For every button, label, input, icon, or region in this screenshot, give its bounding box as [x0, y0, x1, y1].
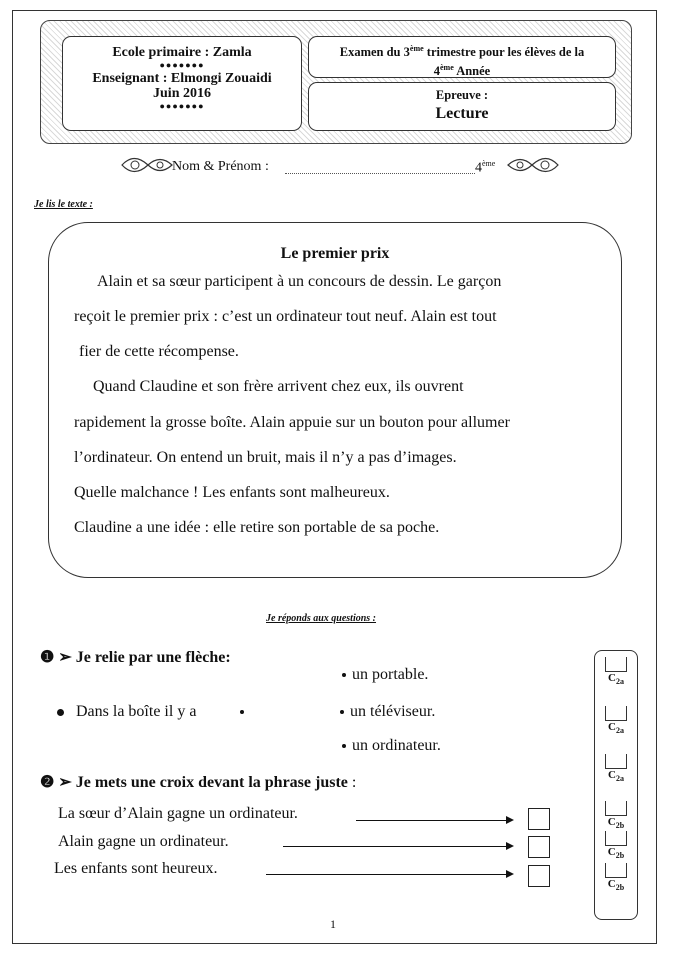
criterion-box: $C_{2b}$ — [595, 801, 637, 830]
school-info-box — [62, 36, 302, 131]
grade-number: 4 — [475, 160, 482, 176]
grade-label — [475, 159, 495, 177]
prompt-bullet — [57, 709, 64, 716]
school-name: Ecole primaire : Zamla — [112, 45, 252, 60]
question-1-title — [40, 647, 231, 667]
prompt-text: Dans la boîte il y a — [76, 703, 197, 720]
exam-mid: trimestre pour les élèves de la — [423, 45, 585, 60]
text-line: l’ordinateur. On entend un bruit, mais il n’y a pas d’images. — [74, 449, 457, 466]
sentence-3: Les enfants sont heureux. — [54, 860, 218, 877]
option-dot[interactable] — [340, 710, 344, 714]
reading-text-box — [48, 222, 622, 578]
exam-sup1: ème — [409, 44, 424, 53]
option-dot[interactable] — [342, 673, 346, 677]
page-number: 1 — [330, 917, 336, 931]
text-title: Le premier prix — [280, 245, 390, 262]
exam-sup2: ème — [440, 63, 454, 73]
arrow-1 — [356, 820, 512, 821]
prompt-dot[interactable] — [240, 710, 244, 714]
criterion-box: $C_{2b}$ — [595, 831, 637, 860]
teacher-name: Enseignant : Elmongi Zouaidi — [92, 71, 272, 86]
option-ordinateur: un ordinateur. — [352, 737, 441, 754]
question-2-title — [40, 772, 356, 792]
exam-grade: 4 — [433, 64, 440, 79]
arrow-2 — [283, 846, 512, 847]
criterion-box: $C_{2a}$ — [595, 754, 637, 783]
text-line: rapidement la grosse boîte. Alain appuie sur un bouton pour allumer — [74, 414, 510, 431]
questions-heading: Je réponds aux questions : — [266, 613, 377, 624]
name-input-line[interactable] — [285, 173, 475, 174]
checkbox-3[interactable] — [528, 865, 550, 887]
right-ornament-icon — [506, 150, 560, 180]
text-line: fier de cette récompense. — [79, 343, 239, 360]
exam-info-box — [308, 36, 616, 78]
epreuve-label: Epreuve : — [435, 88, 489, 102]
question-2-colon: : — [351, 774, 357, 791]
checkbox-2[interactable] — [528, 836, 550, 858]
criterion-box: $C_{2a}$ — [595, 657, 637, 686]
question-2-text: ➢ Je mets une croix devant la phrase juste — [58, 774, 348, 791]
exam-post: Année — [453, 64, 491, 79]
sentence-2: Alain gagne un ordinateur. — [58, 833, 229, 850]
text-line: reçoit le premier prix : c’est un ordinateur tout neuf. Alain est tout — [74, 308, 497, 325]
left-ornament-icon — [120, 150, 174, 180]
exam-pre: Examen du 3 — [339, 45, 410, 60]
criterion-box: $C_{2b}$ — [595, 863, 637, 892]
option-portable: un portable. — [352, 666, 429, 683]
grade-sup: ème — [482, 159, 496, 168]
question-2-number: ❷ — [40, 774, 55, 791]
checkbox-1[interactable] — [528, 808, 550, 830]
text-line: Alain et sa sœur participent à un concours de dessin. Le garçon — [97, 273, 502, 290]
name-label: Nom & Prénom : — [172, 159, 269, 174]
text-line: Quelle malchance ! Les enfants sont malheureux. — [74, 484, 390, 501]
header-banner — [40, 20, 630, 142]
sentence-1: La sœur d’Alain gagne un ordinateur. — [58, 805, 298, 822]
question-1-number: ❶ — [40, 649, 55, 666]
name-row — [120, 150, 560, 180]
arrow-3 — [266, 874, 512, 875]
criterion-box: $C_{2a}$ — [595, 706, 637, 735]
question-1-text: ➢ Je relie par une flèche: — [58, 649, 231, 666]
reading-heading: Je lis le texte : — [34, 199, 93, 210]
text-line: Claudine a une idée : elle retire son portable de sa poche. — [74, 519, 440, 536]
subject-box — [308, 82, 616, 131]
school-dots: ●●●●●●● — [159, 60, 205, 70]
criteria-column — [594, 650, 638, 920]
option-televiseur: un téléviseur. — [350, 703, 436, 720]
text-line: Quand Claudine et son frère arrivent chez eux, ils ouvrent — [93, 378, 464, 395]
date-dots: ●●●●●●● — [159, 101, 205, 111]
exam-date: Juin 2016 — [153, 86, 211, 101]
option-dot[interactable] — [342, 744, 346, 748]
epreuve-value: Lecture — [435, 105, 489, 122]
